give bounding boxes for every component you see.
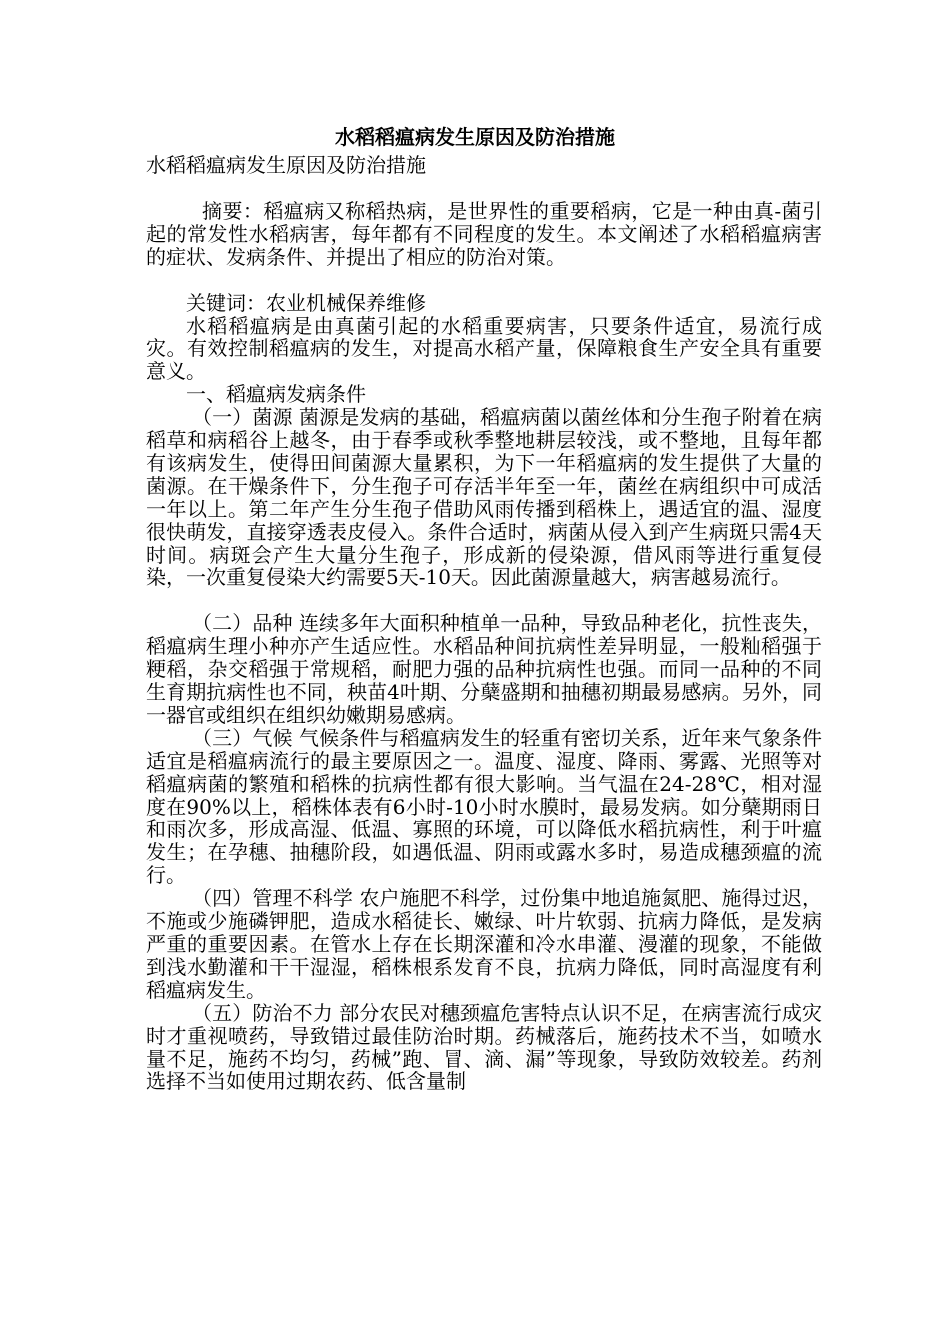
abstract-paragraph: 摘要：稻瘟病又称稻热病，是世界性的重要稻病，它是一种由真-菌引起的常发性水稻病害，每年都有不同程度的发生。本文阐述了水稻稻瘟病害的症状、发病条件、并提出了相应的防治对策。 [146,199,822,269]
subsection-climate: （三）气候 气候条件与稻瘟病发生的轻重有密切关系，近年来气象条件适宜是稻瘟病流行的最主要原因之一。温度、湿度、降雨、雾露、光照等对稻瘟病菌的繁殖和稻株的抗病性都有很大影响。当气温在24-28℃，相对湿度在90%以上，稻株体表有6小时-10小时水膜时，最易发病。如分蘖期雨日和雨次多，形成高湿、低温、寡照的环境，可以降低水稻抗病性，利于叶瘟发生；在孕穗、抽穗阶段，如遇低温、阴雨或露水多时，易造成穗颈瘟的流行。 [146,725,822,888]
keywords-paragraph: 关键词：农业机械保养维修 [186,290,426,315]
subsection-management: （四）管理不科学 农户施肥不科学，过份集中地追施氮肥、施得过迟，不施或少施磷钾肥，造成水稻徒长、嫩绿、叶片软弱、抗病力降低，是发病严重的重要因素。在管水上存在长期深灌和冷水串灌、漫灌的现象，不能做到浅水勤灌和干干湿湿，稻株根系发育不良，抗病力降低，同时高湿度有利稻瘟病发生。 [146,886,822,1002]
section-heading-disease-conditions: 一、稻瘟病发病条件 [186,382,366,407]
document-title: 水稻稻瘟病发生原因及防治措施 [335,125,615,149]
subsection-variety: （二）品种 连续多年大面积种植单一品种，导致品种老化，抗性丧失，稻瘟病生理小种亦产生适应性。水稻品种间抗病性差异明显，一般籼稻强于粳稻，杂交稻强于常规稻，耐肥力强的品种抗病性也强。而同一品种的不同生育期抗病性也不同，秧苗4叶期、分蘖盛期和抽穗初期最易感病。另外，同一器官或组织在组织幼嫩期易感病。 [146,611,822,727]
document-body [146,200,822,1093]
paragraph-spacer [146,269,822,292]
intro-paragraph: 水稻稻瘟病是由真菌引起的水稻重要病害，只要条件适宜，易流行成灾。有效控制稻瘟病的发生，对提高水稻产量，保障粮食生产安全具有重要意义。 [146,313,822,384]
subsection-pathogen-source: （一）菌源 菌源是发病的基础，稻瘟病菌以菌丝体和分生孢子附着在病稻草和病稻谷上越冬，由于春季或秋季整地耕层较浅，或不整地，且每年都有该病发生，使得田间菌源大量累积，为下一年稻瘟病的发生提供了大量的菌源。在干燥条件下，分生孢子可存活半年至一年，菌丝在病组织中可成活一年以上。第二年产生分生孢子借助风雨传播到稻株上，遇适宜的温、湿度很快萌发，直接穿透表皮侵入。条件合适时，病菌从侵入到产生病斑只需4天时间。病斑会产生大量分生孢子，形成新的侵染源，借风雨等进行重复侵染，一次重复侵染大约需要5天-10天。因此菌源量越大，病害越易流行。 [146,405,822,590]
subsection-control: （五）防治不力 部分农民对穗颈瘟危害特点认识不足，在病害流行成灾时才重视喷药，导致错过最佳防治时期。药械落后，施药技术不当，如喷水量不足，施药不均匀，药械”跑、冒、滴、漏”等现象，导致防效较差。药剂选择不当如使用过期农药、低含量制 [146,1000,822,1094]
document-subtitle: 水稻稻瘟病发生原因及防治措施 [146,153,426,177]
paragraph-spacer [146,589,822,612]
